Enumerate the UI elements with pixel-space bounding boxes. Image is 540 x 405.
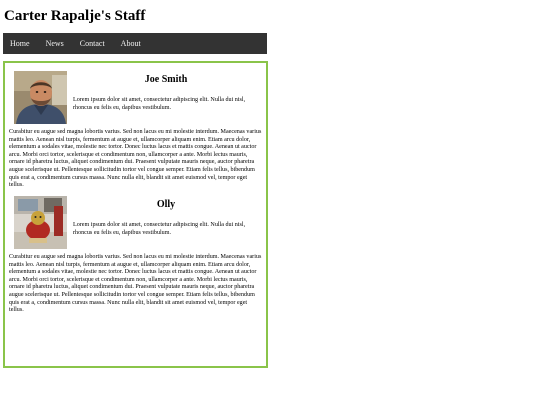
staff-name: Olly [156,199,176,210]
nav-link-contact[interactable]: Contact [79,39,105,48]
staff-photo-olly [14,196,67,249]
staff-name: Joe Smith [144,74,188,85]
staff-long-bio: Curabitur eu augue sed magna lobortis varius. Sed non lacus eu mi molestie interdum. Maecenas varius mattis leo. Aenean nisl turpis, fermentum at augue et, ullamcorper aliquam enim. Etiam arcu dolor, elementum a sodales vitae, molestie nec tortor. Donec luctus lacus et mattis congue. Aenean ut auctor arcu. Morbi orci tortor, scelerisque et condimentum non, ullamcorper a ante. Morbi lectus mauris, ornare id pharetra luctus, aliquet condimentum dui. Praesent vulputate mauris neque, auctor pharetra augue scelerisque ut. Pellentesque sollicitudin tortor vel congue semper. Etiam felis tellus, bibendum quis erat a, condimentum cursus massa. Nunc nulla elit, blandit sit amet euismod vel, tempor eget tellus. [9,129,262,189]
toy-figure-photo-icon [14,196,67,249]
nav-link-news[interactable]: News [45,39,64,48]
nav-link-about[interactable]: About [120,39,141,48]
staff-long-bio: Curabitur eu augue sed magna lobortis varius. Sed non lacus eu mi molestie interdum. Maecenas varius mattis leo. Aenean nisl turpis, fermentum at augue et, ullamcorper aliquam enim. Etiam arcu dolor, elementum a sodales vitae, molestie nec tortor. Donec luctus lacus et mattis congue. Aenean ut auctor arcu. Morbi orci tortor, scelerisque et condimentum non, ullamcorper a ante. Morbi lectus mauris, ornare id pharetra luctus, aliquet condimentum dui. Praesent vulputate mauris neque, auctor pharetra augue scelerisque ut. Pellentesque sollicitudin tortor vel congue semper. Etiam felis tellus, bibendum quis erat a, condimentum cursus massa. Nunc nulla elit, blandit sit amet euismod vel, tempor eget tellus. [9,254,262,314]
person-portrait-icon [14,71,67,124]
staff-container [3,61,268,368]
staff-short-bio: Lorem ipsum dolor sit amet, consectetur adipiscing elit. Nulla dui nisl, rhoncus eu felis eu, dapibus vestibulum. [73,97,246,111]
nav-link-home[interactable]: Home [10,39,30,48]
page-title: Carter Rapalje's Staff [4,8,146,24]
staff-photo-joe-smith [14,71,67,124]
top-navigation [3,33,267,54]
staff-short-bio: Lorem ipsum dolor sit amet, consectetur adipiscing elit. Nulla dui nisl, rhoncus eu felis eu, dapibus vestibulum. [73,222,246,236]
